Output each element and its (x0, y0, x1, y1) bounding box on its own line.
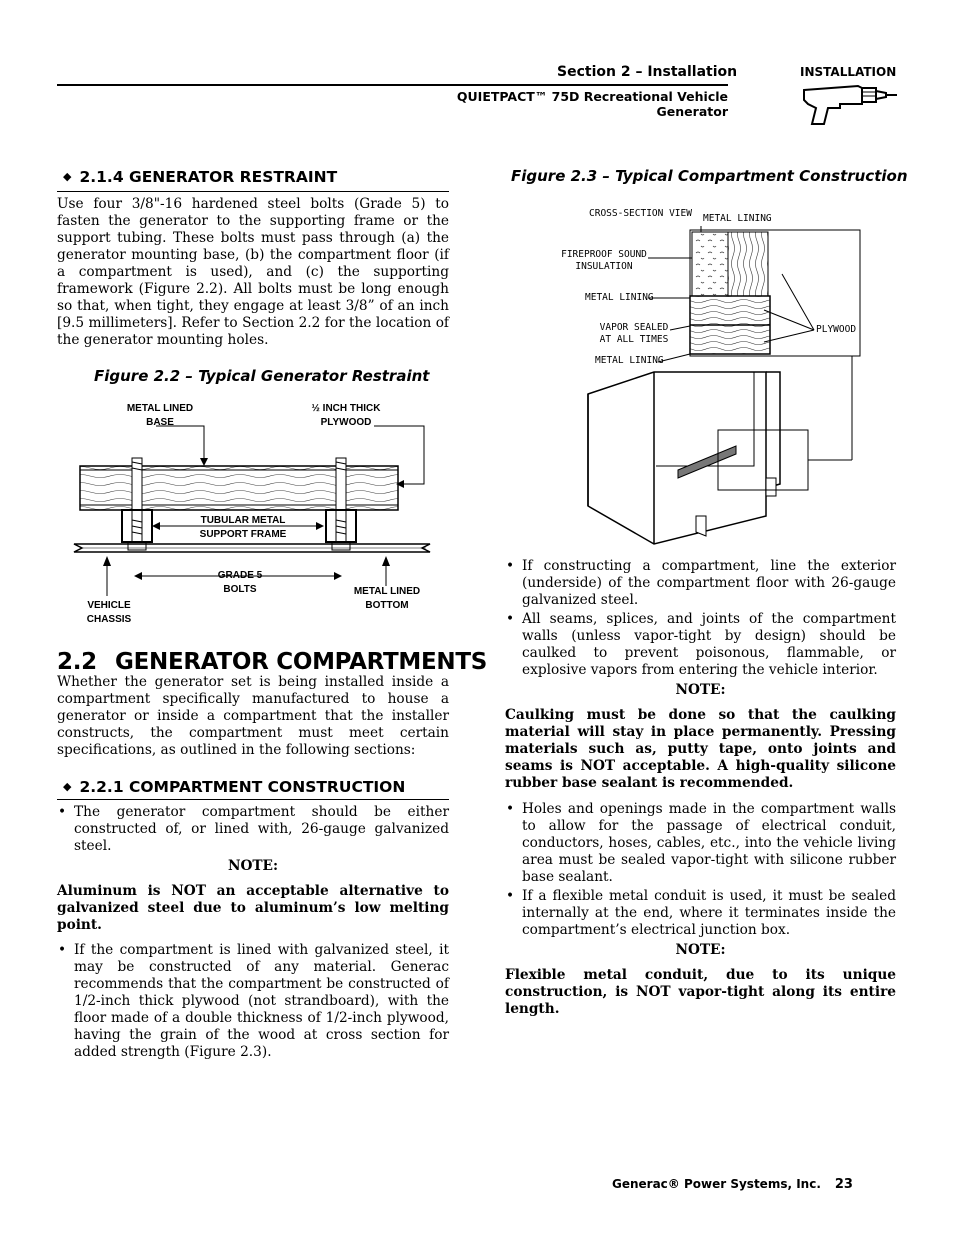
list-item: • Holes and openings made in the compartment walls to allow for the passage of electrical conduit, conductors, hoses, cables, etc., into the vehicle living area must be sealed vapor-tight with silicone rubber base sealant. (506, 801, 896, 885)
heading-2-2: 2.2 GENERATOR COMPARTMENTS (57, 649, 487, 675)
restraint-paragraph: Use four 3/8"-16 hardened steel bolts (Grade 5) to fasten the generator to the supporting frame or the support tubing. These bolts must pass through (a) the generator mounting base, (b) the compartment floor (if a compartment is used), and (c) the supporting framework (Figure 2.2). All bolts must be long enough so that, when tight, they engage at least 3/8” of an inch [9.5 millimeters]. Refer to Section 2.2 for the location of the generator mounting holes. (57, 196, 449, 348)
right-bullets-a (505, 558, 896, 679)
label-support-frame: TUBULAR METAL SUPPORT FRAME (199, 515, 287, 540)
right-bullets-b (505, 801, 896, 939)
label-plywood: PLYWOOD (816, 324, 857, 335)
note-label: NOTE: (675, 682, 726, 698)
note-aluminum: Aluminum is NOT an acceptable alternative to galvanized steel due to aluminum’s low melting point. (57, 883, 449, 933)
heading-rule (57, 191, 449, 192)
product-title: QUIETPACT™ 75D Recreational Vehicle Generator (456, 89, 728, 119)
label-metal-lining-top: METAL LINING (703, 213, 772, 224)
note-conduit: Flexible metal conduit, due to its unique construction, is NOT vapor-tight along its entire length. (505, 967, 896, 1017)
label-metal-lining-mid: METAL LINING (585, 292, 654, 303)
construction-bullets-b (57, 942, 449, 1061)
list-item: • If a flexible metal conduit is used, it must be sealed internally at the end, where it terminates inside the compartment’s electrical junction box. (506, 888, 896, 938)
installation-badge-label: INSTALLATION (800, 65, 897, 79)
list-item: • If constructing a compartment, line the exterior (underside) of the compartment floor with 26-gauge galvanized steel. (506, 558, 896, 608)
label-cross-section: CROSS-SECTION VIEW (589, 208, 692, 219)
heading-rule (57, 799, 449, 800)
footer: Generac® Power Systems, Inc. 23 (612, 1177, 853, 1192)
label-metal-lined-base: METAL LINED BASE (126, 403, 194, 428)
label-fireproof: FIREPROOF SOUND INSULATION (561, 249, 647, 272)
diamond-icon: ◆ (63, 780, 72, 793)
header-rule (57, 84, 728, 86)
figure-2-2-caption: Figure 2.2 – Typical Generator Restraint (94, 367, 430, 385)
label-vapor-sealed: VAPOR SEALED AT ALL TIMES (599, 322, 669, 345)
label-vehicle-chassis: VEHICLE CHASSIS (86, 600, 132, 625)
compartments-paragraph: Whether the generator set is being installed inside a compartment specifically manufactured to house a generator or inside a compartment that the installer constructs, the compartment must meet certain specifications, as outlined in the following sections: (57, 674, 449, 758)
label-metal-lined-bottom: METAL LINED BOTTOM (353, 586, 421, 611)
note-caulking: Caulking must be done so that the caulking material will stay in place permanently. Pressing materials such as, putty tape, onto joints and seams is NOT acceptable. A high-quality silicone rubber base sealant is recommended. (505, 707, 896, 791)
page-number: 23 (834, 1177, 853, 1192)
note-label: NOTE: (227, 858, 279, 874)
list-item: • The generator compartment should be either constructed of, or lined with, 26-gauge galvanized steel. (58, 804, 449, 854)
heading-2-2-1: ◆ 2.2.1 COMPARTMENT CONSTRUCTION (63, 778, 406, 796)
construction-bullets-a (57, 804, 449, 855)
figure-2-3-caption: Figure 2.3 – Typical Compartment Construction (511, 167, 908, 185)
label-grade5-bolts: GRADE 5 BOLTS (217, 570, 263, 595)
list-item: • All seams, splices, and joints of the compartment walls (unless vapor-tight by design) should be caulked to prevent poisonous, flammable, or explosive vapors from entering the vehicle interior. (506, 611, 896, 678)
note-label: NOTE: (675, 942, 726, 958)
section-title: Section 2 – Installation (557, 64, 738, 80)
drill-icon (800, 78, 900, 130)
list-item: • If the compartment is lined with galvanized steel, it may be constructed of any material. Generac recommends that the compartment be constructed of 1/2-inch thick plywood (not strandboard), with the floor made of a double thickness of 1/2-inch plywood, having the grain of the wood at cross section for added strength (Figure 2.3). (58, 942, 449, 1060)
heading-2-1-4: ◆ 2.1.4 GENERATOR RESTRAINT (63, 168, 338, 186)
label-metal-lining-bot: METAL LINING (595, 355, 664, 366)
diamond-icon: ◆ (63, 170, 72, 183)
figure-2-3-diagram (586, 226, 876, 548)
label-plywood: ½ INCH THICK PLYWOOD (311, 403, 381, 428)
